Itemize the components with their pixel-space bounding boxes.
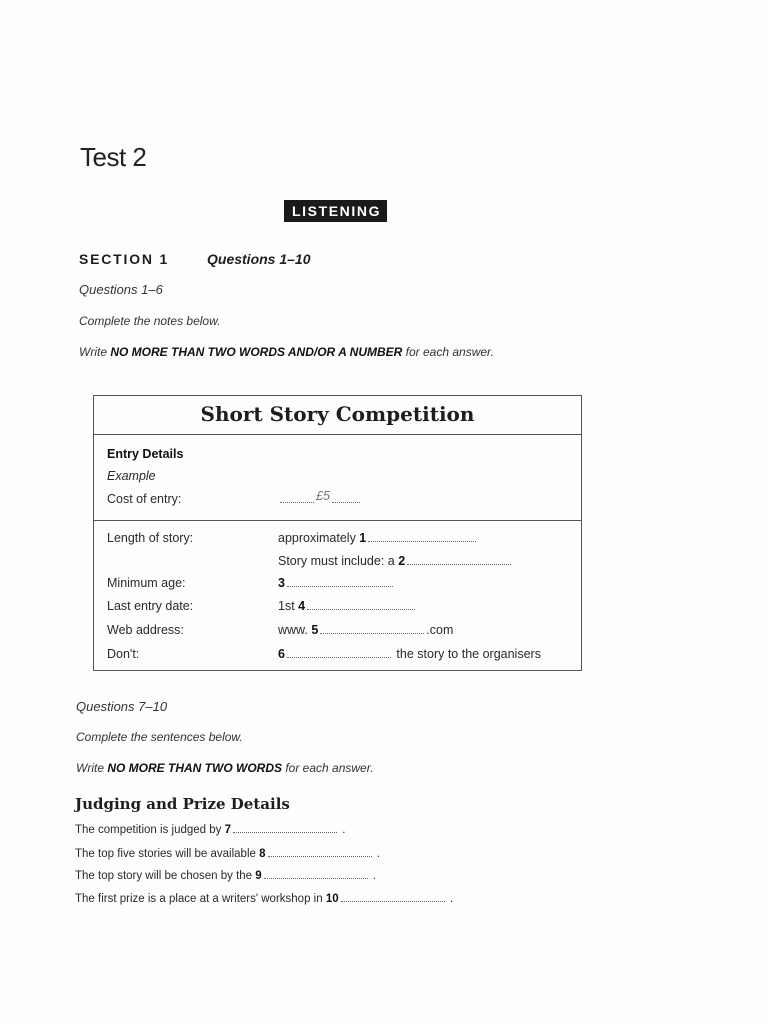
- sentence-q7: The competition is judged by 7 .: [75, 824, 346, 836]
- title-divider: [94, 434, 581, 435]
- row-label: Length of story:: [107, 531, 194, 545]
- cost-label: Cost of entry:: [107, 492, 182, 506]
- answer-blank: [280, 492, 314, 503]
- instruction-complete-notes: Complete the notes below.: [79, 314, 221, 328]
- instruction-complete-sentences: Complete the sentences below.: [76, 730, 243, 744]
- section-range: Questions 1–10: [207, 251, 311, 267]
- answer-blank: [332, 492, 360, 503]
- sentence-q9: The top story will be chosen by the 9 .: [75, 870, 377, 882]
- notes-row-q3: 3: [278, 576, 395, 590]
- cost-answer: £5: [316, 489, 330, 503]
- judging-heading: Judging and Prize Details: [75, 795, 290, 813]
- answer-blank[interactable]: [368, 531, 476, 542]
- answer-blank[interactable]: [233, 822, 337, 833]
- page-title: Test 2: [80, 142, 147, 172]
- notes-row-q6: 6 the story to the organisers: [278, 647, 541, 661]
- answer-blank[interactable]: [341, 891, 445, 902]
- instruction-word-limit-2: Write NO MORE THAN TWO WORDS for each answer.: [76, 761, 374, 775]
- instruction-word-limit-1: Write NO MORE THAN TWO WORDS AND/OR A NUMBER for each answer.: [79, 345, 494, 359]
- notes-row-q5: www. 5 .com: [278, 623, 454, 637]
- section-divider: [94, 520, 581, 521]
- example-label: Example: [107, 469, 156, 483]
- entry-details-heading: Entry Details: [107, 447, 184, 461]
- answer-blank[interactable]: [264, 868, 368, 879]
- notes-box: [93, 395, 582, 671]
- notes-row-q2: Story must include: a 2: [278, 554, 513, 568]
- row-label: Last entry date:: [107, 599, 194, 613]
- answer-blank[interactable]: [307, 599, 415, 610]
- answer-blank[interactable]: [287, 576, 393, 587]
- questions-7-10-label: Questions 7–10: [76, 699, 168, 714]
- notes-row-q1: approximately 1: [278, 531, 478, 545]
- row-label: Minimum age:: [107, 576, 186, 590]
- answer-blank[interactable]: [407, 554, 511, 565]
- questions-1-6-label: Questions 1–6: [79, 282, 163, 297]
- row-label: Don't:: [107, 647, 140, 661]
- sentence-q8: The top five stories will be available 8 .: [75, 848, 380, 860]
- cost-answer-row: [278, 489, 362, 506]
- notes-title: Short Story Competition: [200, 402, 475, 426]
- row-label: Web address:: [107, 623, 184, 637]
- section-header: [79, 251, 311, 267]
- answer-blank[interactable]: [268, 846, 372, 857]
- notes-row-q4: 1st 4: [278, 599, 417, 613]
- listening-badge: LISTENING: [284, 200, 387, 222]
- answer-blank[interactable]: [287, 647, 391, 658]
- answer-blank[interactable]: [320, 623, 424, 634]
- section-label: SECTION 1: [79, 251, 170, 267]
- sentence-q10: The first prize is a place at a writers' workshop in 10 .: [75, 893, 454, 905]
